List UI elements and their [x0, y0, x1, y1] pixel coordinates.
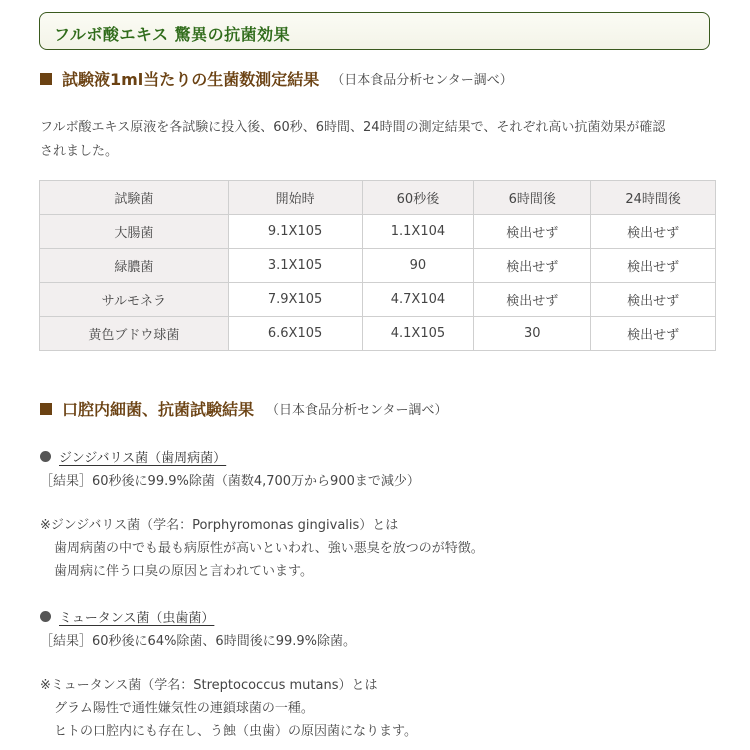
section1-source: （日本食品分析センター調べ） [331, 73, 513, 88]
item1-note-title: ※ジンジバリス菌（学名：Porphyromonas gingivalis）とは [40, 518, 399, 533]
item1-result: ［結果］60秒後に99.9%除菌（菌数4,700万から900まで減少） [40, 474, 420, 489]
item1-note-line-1: 歯周病菌の中でも最も病原性が高いといわれ、強い悪臭を放つのが特徴。 [54, 541, 484, 556]
table-cell: 黄色ブドウ球菌 [40, 317, 229, 351]
item2-note-line-1: グラム陽性で通性嫌気性の連鎖球菌の一種。 [54, 701, 314, 716]
circle-bullet-icon [40, 611, 51, 622]
table-cell: 緑膿菌 [40, 249, 229, 283]
section2-heading [40, 397, 448, 420]
table-cell: 検出せず [474, 283, 591, 317]
section1-title: 試験液1ml当たりの生菌数測定結果 [62, 70, 320, 89]
table-cell: 大腸菌 [40, 215, 229, 249]
item1-name [40, 447, 226, 466]
table-cell: 4.1X105 [362, 317, 474, 351]
title-box [39, 12, 710, 50]
table-row [40, 249, 716, 283]
table-cell: 30 [474, 317, 591, 351]
table-cell: 9.1X105 [228, 215, 362, 249]
square-bullet-icon [40, 403, 52, 415]
item2-note-title: ※ミュータンス菌（学名：Streptococcus mutans）とは [40, 678, 378, 693]
table-cell: 検出せず [591, 249, 716, 283]
table-cell: 4.7X104 [362, 283, 474, 317]
section1-description-line-1: フルボ酸エキス原液を各試験に投入後、60秒、6時間、24時間の測定結果で、それぞれ高い抗菌効果が確認 [40, 120, 666, 135]
table-row [40, 317, 716, 351]
table-cell: 7.9X105 [228, 283, 362, 317]
item2-result: ［結果］60秒後に64%除菌、6時間後に99.9%除菌。 [40, 634, 357, 649]
table-header: 開始時 [228, 181, 362, 215]
table-cell: 90 [362, 249, 474, 283]
table-header: 6時間後 [474, 181, 591, 215]
table-header-row [40, 181, 716, 215]
table-cell: 検出せず [474, 215, 591, 249]
section1-description-line-2: されました。 [40, 144, 119, 159]
item1-name-label: ジンジバリス菌（歯周病菌） [59, 451, 227, 466]
item2-name-label: ミュータンス菌（虫歯菌） [59, 611, 215, 626]
table-cell: 検出せず [474, 249, 591, 283]
table-header: 60秒後 [362, 181, 474, 215]
table-row [40, 283, 716, 317]
table-header: 24時間後 [591, 181, 716, 215]
item2-note-line-2: ヒトの口腔内にも存在し、う蝕（虫歯）の原因菌になります。 [54, 724, 417, 739]
table-cell: 検出せず [591, 317, 716, 351]
table-header: 試験菌 [40, 181, 229, 215]
table-cell: サルモネラ [40, 283, 229, 317]
table-row [40, 215, 716, 249]
page-title: フルボ酸エキス 驚異の抗菌効果 [54, 25, 291, 44]
square-bullet-icon [40, 73, 52, 85]
table-cell: 検出せず [591, 215, 716, 249]
results-table [39, 180, 716, 351]
item1-note-line-2: 歯周病に伴う口臭の原因と言われています。 [54, 564, 313, 579]
table-cell: 3.1X105 [228, 249, 362, 283]
item2-name [40, 607, 214, 626]
circle-bullet-icon [40, 451, 51, 462]
section2-source: （日本食品分析センター調べ） [266, 403, 448, 418]
section1-heading [40, 67, 513, 90]
table-cell: 検出せず [591, 283, 716, 317]
section2-title: 口腔内細菌、抗菌試験結果 [62, 400, 255, 419]
table-cell: 1.1X104 [362, 215, 474, 249]
table-cell: 6.6X105 [228, 317, 362, 351]
